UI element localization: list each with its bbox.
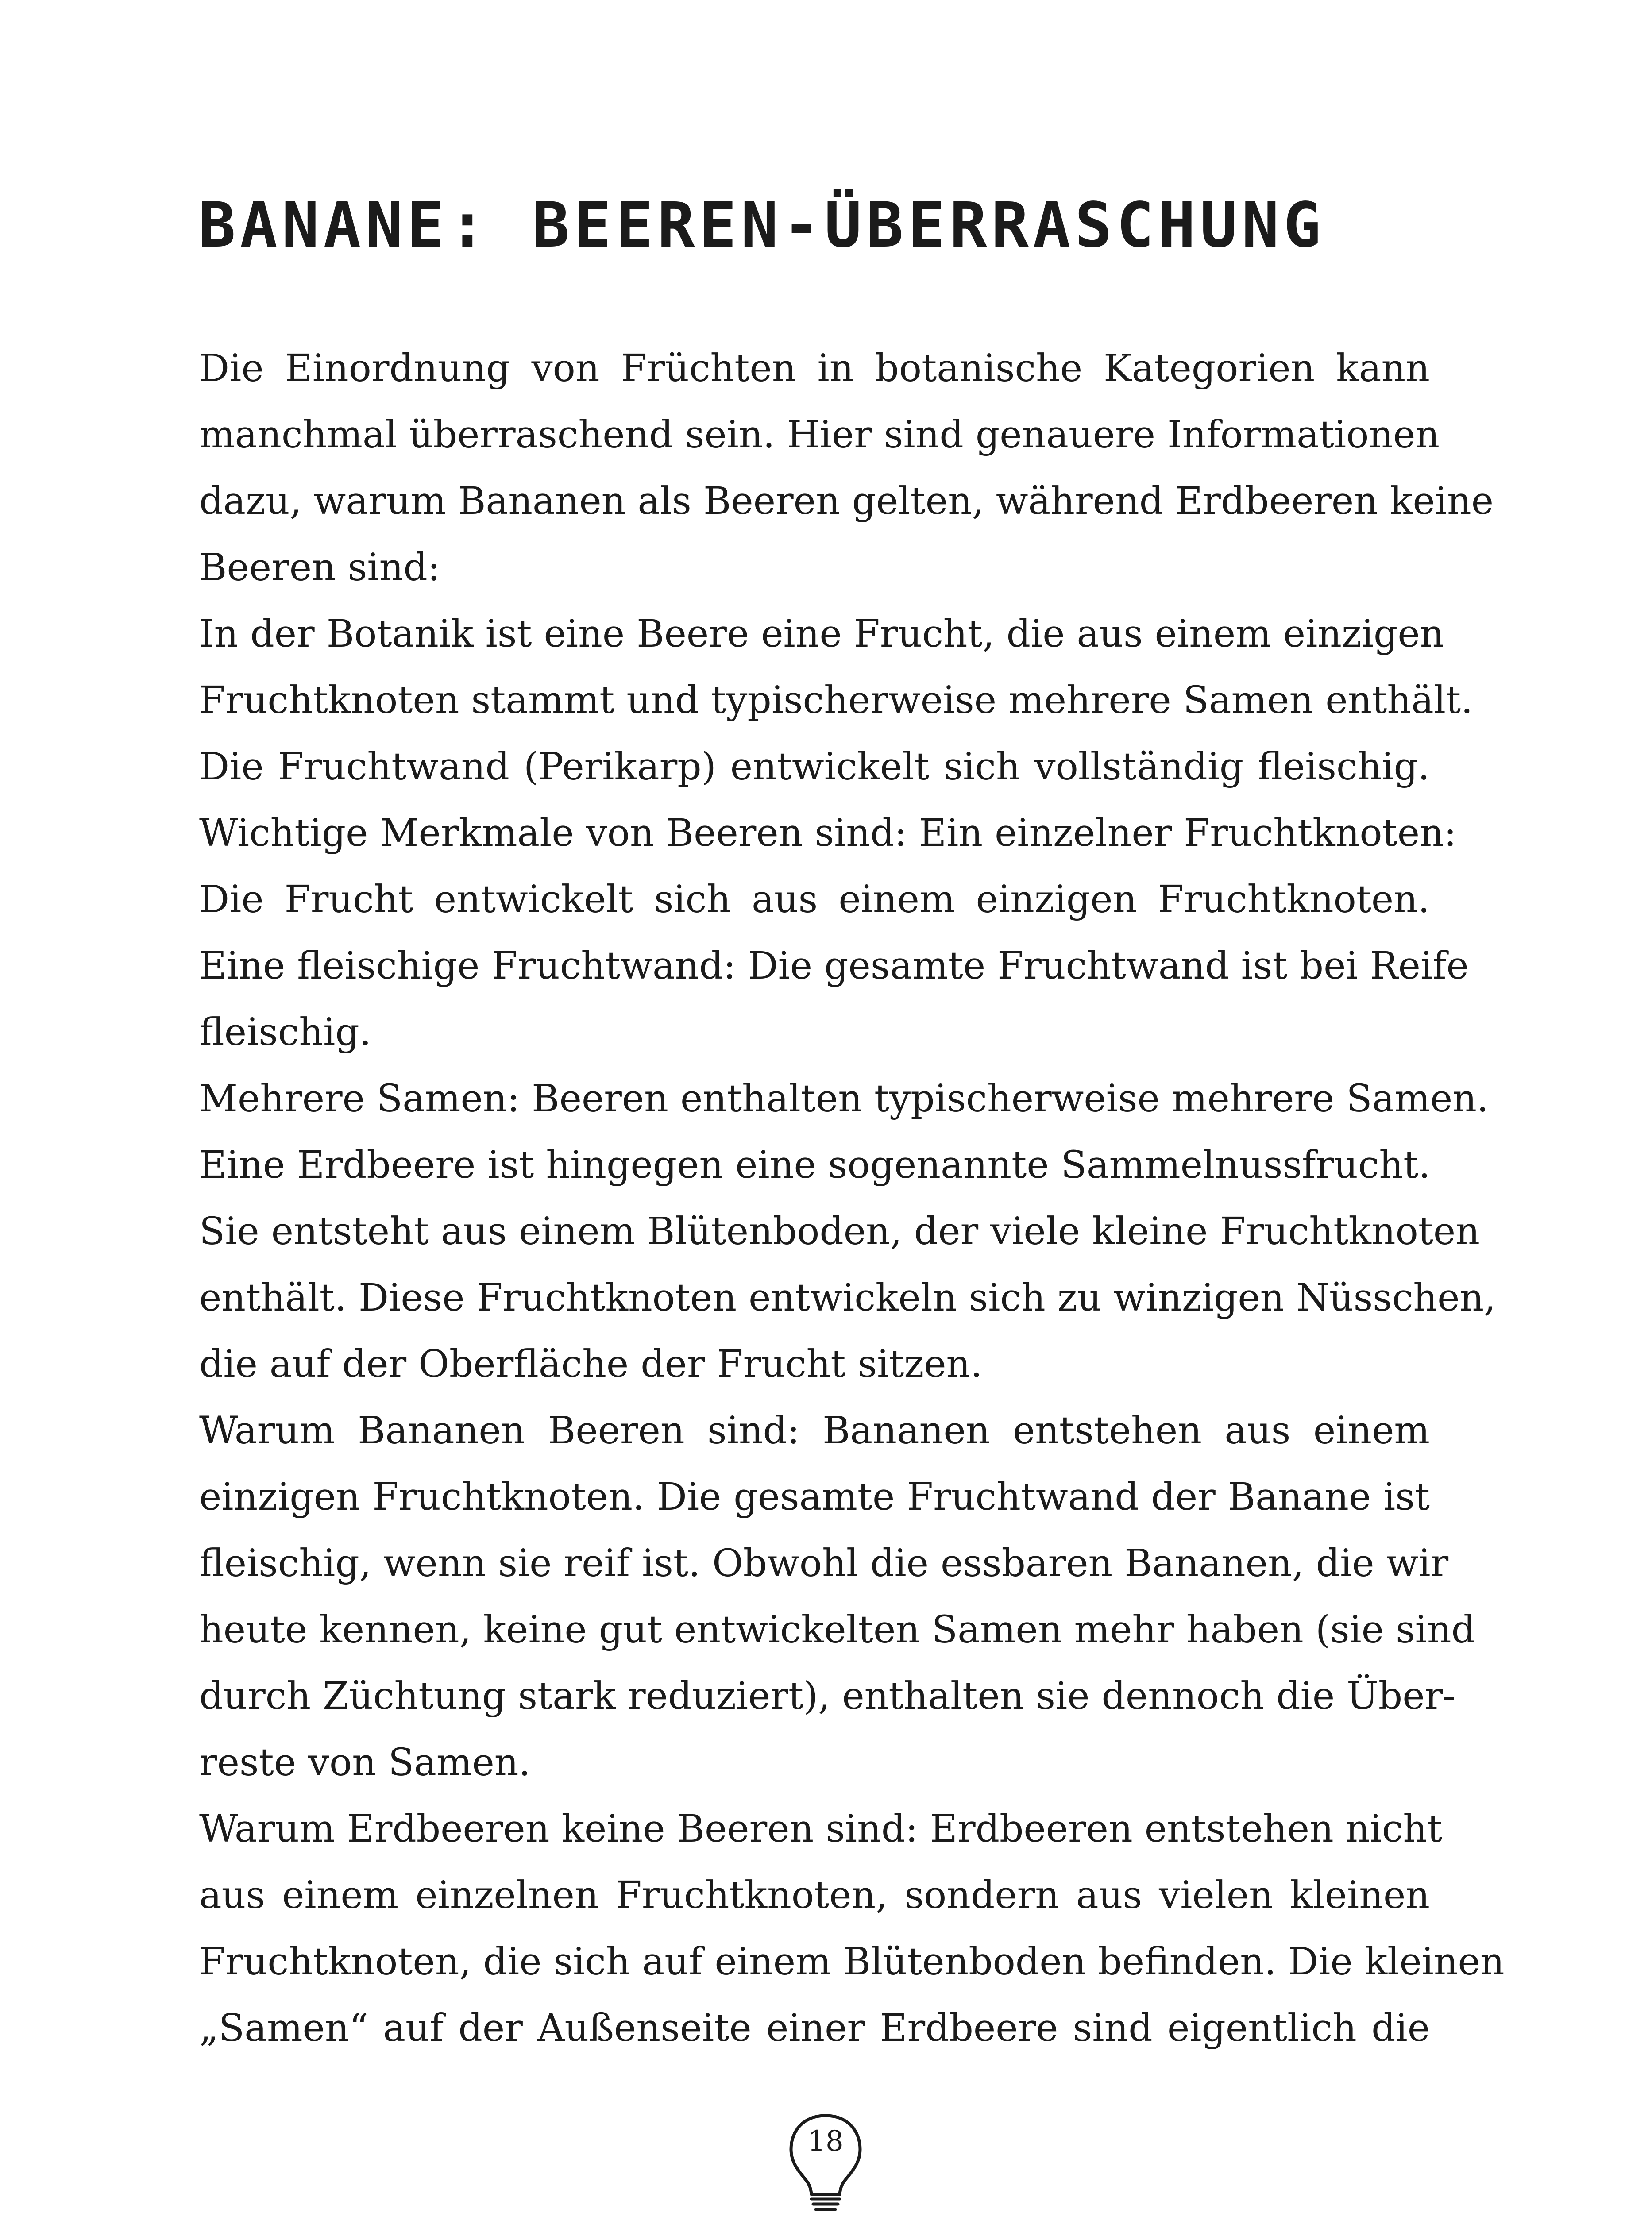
text-line: einzigen Fruchtknoten. Die gesamte Fruchtwand der Banane ist <box>199 1475 1430 1519</box>
chapter-title: BANANE: BEEREN-ÜBERRASCHUNG <box>198 189 1325 262</box>
text-line: die auf der Oberfläche der Frucht sitzen. <box>199 1342 983 1386</box>
page-number-badge <box>786 2111 865 2213</box>
text-line: Warum Erdbeeren keine Beeren sind: Erdbeeren entstehen nicht <box>199 1807 1443 1851</box>
text-line: manchmal überraschend sein. Hier sind genauere Informationen <box>199 413 1440 457</box>
text-line: Fruchtknoten, die sich auf einem Blütenboden befinden. Die kleinen <box>199 1940 1505 1984</box>
text-line: Beeren sind: <box>199 546 440 590</box>
text-line: Die Fruchtwand (Perikarp) entwickelt sich vollständig fleischig. <box>199 745 1430 789</box>
page-number: 18 <box>807 2125 844 2158</box>
text-line: Eine fleischige Fruchtwand: Die gesamte Fruchtwand ist bei Reife <box>199 944 1469 988</box>
text-line: Sie entsteht aus einem Blütenboden, der viele kleine Fruchtknoten <box>199 1210 1480 1253</box>
text-line: In der Botanik ist eine Beere eine Frucht, die aus einem einzigen <box>199 612 1444 656</box>
text-line: Die Frucht entwickelt sich aus einem einzigen Fruchtknoten. <box>199 878 1430 921</box>
text-line: heute kennen, keine gut entwickelten Samen mehr haben (sie sind <box>199 1608 1476 1652</box>
text-line: fleischig. <box>199 1010 371 1054</box>
text-line: Die Einordnung von Früchten in botanische Kategorien kann <box>199 347 1430 390</box>
text-line: Eine Erdbeere ist hingegen eine sogenannte Sammelnussfrucht. <box>199 1143 1431 1187</box>
body-text <box>199 335 1505 2062</box>
text-line: Mehrere Samen: Beeren enthalten typischerweise mehrere Samen. <box>199 1077 1489 1121</box>
text-line: dazu, warum Bananen als Beeren gelten, während Erdbeeren keine <box>199 479 1494 523</box>
text-line: Fruchtknoten stammt und typischerweise mehrere Samen enthält. <box>199 679 1473 722</box>
text-line: Wichtige Merkmale von Beeren sind: Ein einzelner Fruchtknoten: <box>199 811 1457 855</box>
text-line: aus einem einzelnen Fruchtknoten, sondern aus vielen kleinen <box>199 1874 1430 1917</box>
text-line: fleischig, wenn sie reif ist. Obwohl die essbaren Bananen, die wir <box>199 1542 1449 1585</box>
text-line: Warum Bananen Beeren sind: Bananen entstehen aus einem <box>199 1409 1430 1453</box>
text-line: enthält. Diese Fruchtknoten entwickeln sich zu winzigen Nüsschen, <box>199 1276 1496 1320</box>
text-line: „Samen“ auf der Außenseite einer Erdbeere sind eigentlich die <box>199 2006 1430 2050</box>
text-line: durch Züchtung stark reduziert), enthalten sie dennoch die Über- <box>199 1674 1455 1718</box>
text-line: reste von Samen. <box>199 1741 531 1785</box>
